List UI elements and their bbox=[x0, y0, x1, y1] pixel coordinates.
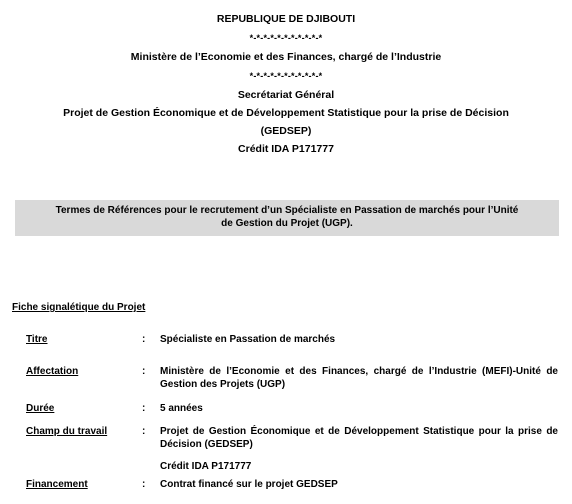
fiche-label: Champ du travail bbox=[26, 426, 108, 437]
terms-of-reference-line-2: de Gestion du Projet (UGP). bbox=[221, 218, 353, 229]
fiche-label: Affectation bbox=[26, 366, 79, 377]
project-title-line-2: (GEDSEP) bbox=[260, 125, 312, 137]
fiche-colon: : bbox=[142, 366, 146, 377]
fiche-colon: : bbox=[142, 403, 146, 414]
republic-title: REPUBLIQUE DE DJIBOUTI bbox=[216, 13, 356, 25]
fiche-value: 5 années bbox=[160, 403, 203, 414]
fiche-value: Ministère de l’Economie et des Finances, chargé de l’Industrie (MEFI)-Unité de Gestion des Projets (UGP) bbox=[160, 366, 558, 390]
fiche-value-extra: Crédit IDA P171777 bbox=[160, 461, 252, 472]
fiche-heading: Fiche signalétique du Projet bbox=[12, 302, 146, 313]
terms-of-reference-line-1: Termes de Références pour le recrutement d’un Spécialiste en Passation de marchés pour l’Unité bbox=[55, 205, 519, 216]
fiche-value: Contrat financé sur le projet GEDSEP bbox=[160, 479, 338, 490]
project-title-line-1: Projet de Gestion Économique et de Développement Statistique pour la prise de Décision bbox=[63, 107, 509, 119]
header-separator: *-*-*-*-*-*-*-*-*-*-* bbox=[249, 33, 323, 43]
fiche-colon: : bbox=[142, 479, 146, 490]
fiche-label: Durée bbox=[26, 403, 55, 414]
fiche-value: Projet de Gestion Économique et de Développement Statistique pour la prise de Décision (GEDSEP) bbox=[160, 426, 558, 450]
fiche-label: Titre bbox=[26, 334, 48, 345]
terms-of-reference-box bbox=[15, 200, 559, 236]
fiche-colon: : bbox=[142, 426, 146, 437]
fiche-label: Financement bbox=[26, 479, 88, 490]
ministry-title: Ministère de l’Economie et des Finances, chargé de l’Industrie bbox=[130, 51, 442, 63]
secretariat-title: Secrétariat Général bbox=[237, 89, 335, 101]
header-separator: *-*-*-*-*-*-*-*-*-*-* bbox=[249, 71, 323, 81]
credit-title: Crédit IDA P171777 bbox=[238, 143, 334, 155]
fiche-colon: : bbox=[142, 334, 146, 345]
fiche-value: Spécialiste en Passation de marchés bbox=[160, 334, 336, 345]
